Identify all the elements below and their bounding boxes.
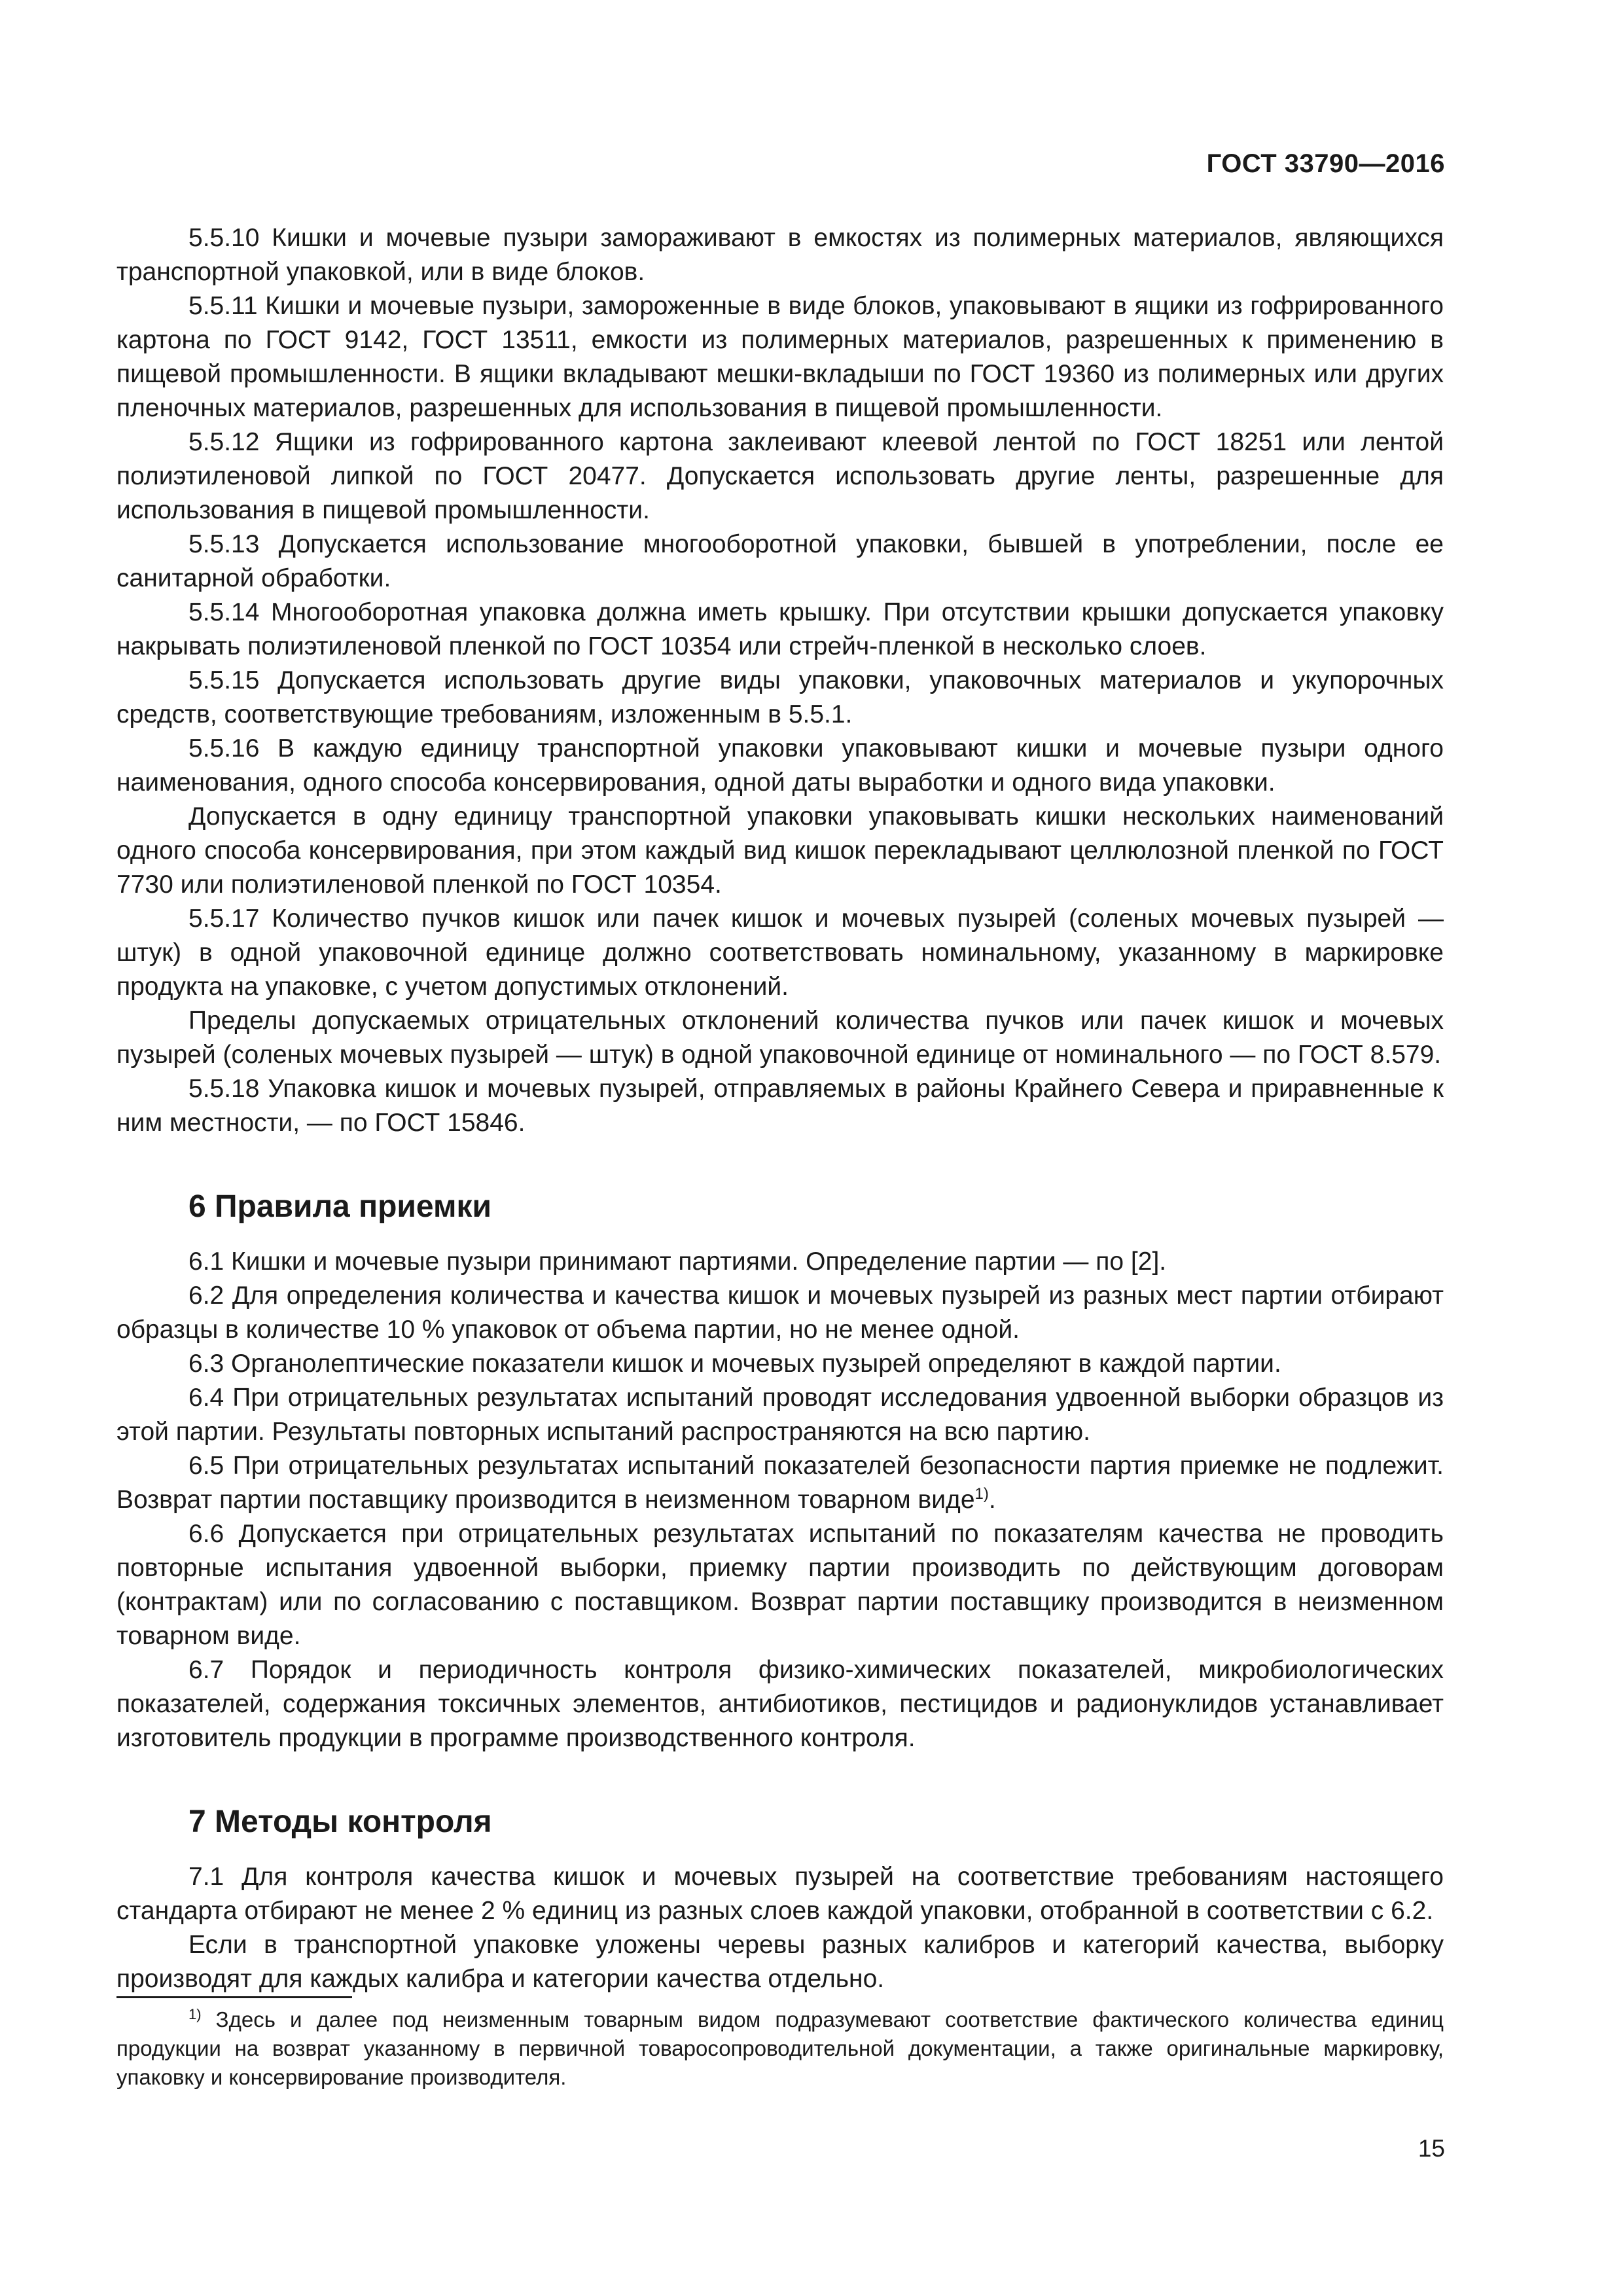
paragraph-5-5-12: 5.5.12 Ящики из гофрированного картона заклеивают клеевой лентой по ГОСТ 18251 или лентой полиэтиленовой липкой по ГОСТ 20477. Допускается использовать другие ленты, разрешенные для использования в пищевой промышленности. (116, 428, 1444, 524)
paragraph-7-1: 7.1 Для контроля качества кишок и мочевых пузырей на соответствие требованиям настоящего стандарта отбирают не менее 2 % единиц из разных слоев каждой упаковки, отобранной в соответствии с 6.2. (116, 1863, 1444, 1925)
paragraph-5-5-10: 5.5.10 Кишки и мочевые пузыри замораживают в емкостях из полимерных материалов, являющихся транспортной упаковкой, или в виде блоков. (116, 224, 1444, 286)
paragraph-5-5-17-cont: Пределы допускаемых отрицательных отклонений количества пучков или пачек кишок и мочевых пузырей (соленых мочевых пузырей — штук) в одной упаковочной единице от номинального — по ГОСТ 8.579. (116, 1007, 1444, 1069)
paragraph-5-5-18: 5.5.18 Упаковка кишок и мочевых пузырей, отправляемых в районы Крайнего Севера и приравненные к ним местности, — по ГОСТ 15846. (116, 1075, 1444, 1137)
footnote-divider (116, 1996, 352, 1998)
paragraph-6-1: 6.1 Кишки и мочевые пузыри принимают партиями. Определение партии — по [2]. (188, 1247, 1167, 1276)
footnote-marker: 1) (188, 2006, 202, 2022)
paragraph-6-5-end: . (988, 1486, 996, 1514)
paragraph-5-5-17: 5.5.17 Количество пучков кишок или пачек кишок и мочевых пузырей (соленых мочевых пузырей — штук) в одной упаковочной единице должно соответствовать номинальному, указанному в маркировке продукта на упаковке, с учетом допустимых отклонений. (116, 905, 1444, 1001)
section-6-heading: 6 Правила приемки (188, 1189, 492, 1224)
paragraph-5-5-14: 5.5.14 Многооборотная упаковка должна иметь крышку. При отсутствии крышки допускается упаковку накрывать полиэтиленовой пленкой по ГОСТ 10354 или стрейч-пленкой в несколько слоев. (116, 598, 1444, 660)
paragraph-6-5-text: 6.5 При отрицательных результатах испытаний показателей безопасности партия приемке не подлежит. Возврат партии поставщику производится в неизменном товарном виде (116, 1452, 1444, 1514)
document-header: ГОСТ 33790—2016 (1206, 149, 1445, 178)
paragraph-6-3: 6.3 Органолептические показатели кишок и мочевых пузырей определяют в каждой партии. (188, 1350, 1281, 1378)
paragraph-5-5-16: 5.5.16 В каждую единицу транспортной упаковки упаковывают кишки и мочевые пузыри одного наименования, одного способа консервирования, одной даты выработки и одного вида упаковки. (116, 734, 1444, 797)
paragraph-7-1-cont: Если в транспортной упаковке уложены черевы разных калибров и категорий качества, выборку производят для каждых калибра и категории качества отдельно. (116, 1931, 1444, 1993)
paragraph-5-5-13: 5.5.13 Допускается использование многооборотной упаковки, бывшей в употреблении, после ее санитарной обработки. (116, 530, 1444, 592)
footnote-reference[interactable]: 1) (974, 1485, 989, 1503)
paragraph-5-5-11: 5.5.11 Кишки и мочевые пузыри, замороженные в виде блоков, упаковывают в ящики из гофрированного картона по ГОСТ 9142, ГОСТ 13511, емкости из полимерных материалов, разрешенных к применению в пищевой промышленности. В ящики вкладывают мешки-вкладыши по ГОСТ 19360 из полимерных или других пленочных материалов, разрешенных для использования в пищевой промышленности. (116, 292, 1444, 422)
paragraph-6-4: 6.4 При отрицательных результатах испытаний проводят исследования удвоенной выборки образцов из этой партии. Результаты повторных испытаний распространяются на всю партию. (116, 1384, 1444, 1446)
footnote-text: Здесь и далее под неизменным товарным видом подразумевают соответствие фактического количества единиц продукции на возврат указанному в первичной товаросопроводительной документации, а также оригинальные маркировку, упаковку и консервирование производителя. (116, 2007, 1444, 2089)
section-7-heading: 7 Методы контроля (188, 1804, 492, 1839)
paragraph-5-5-15: 5.5.15 Допускается использовать другие виды упаковки, упаковочных материалов и укупорочных средств, соответствующие требованиям, изложенным в 5.5.1. (116, 666, 1444, 728)
paragraph-6-5 (116, 1449, 1444, 1517)
paragraph-6-6: 6.6 Допускается при отрицательных результатах испытаний по показателям качества не проводить повторные испытания удвоенной выборки, приемку партии производить по действующим договорам (контрактам) или по согласованию с поставщиком. Возврат партии поставщику производится в неизменном товарном виде. (116, 1520, 1444, 1650)
paragraph-6-2: 6.2 Для определения количества и качества кишок и мочевых пузырей из разных мест партии отбирают образцы в количестве 10 % упаковок от объема партии, но не менее одной. (116, 1282, 1444, 1344)
paragraph-5-5-16-cont: Допускается в одну единицу транспортной упаковки упаковывать кишки нескольких наименований одного способа консервирования, при этом каждый вид кишок перекладывают целлюлозной пленкой по ГОСТ 7730 или полиэтиленовой пленкой по ГОСТ 10354. (116, 802, 1444, 899)
document-body (116, 221, 1444, 1996)
paragraph-6-7: 6.7 Порядок и периодичность контроля физико-химических показателей, микробиологических показателей, содержания токсичных элементов, антибиотиков, пестицидов и радионуклидов устанавливает изготовитель продукции в программе производственного контроля. (116, 1656, 1444, 1752)
page-number: 15 (1418, 2135, 1445, 2162)
footnote (116, 2005, 1444, 2092)
